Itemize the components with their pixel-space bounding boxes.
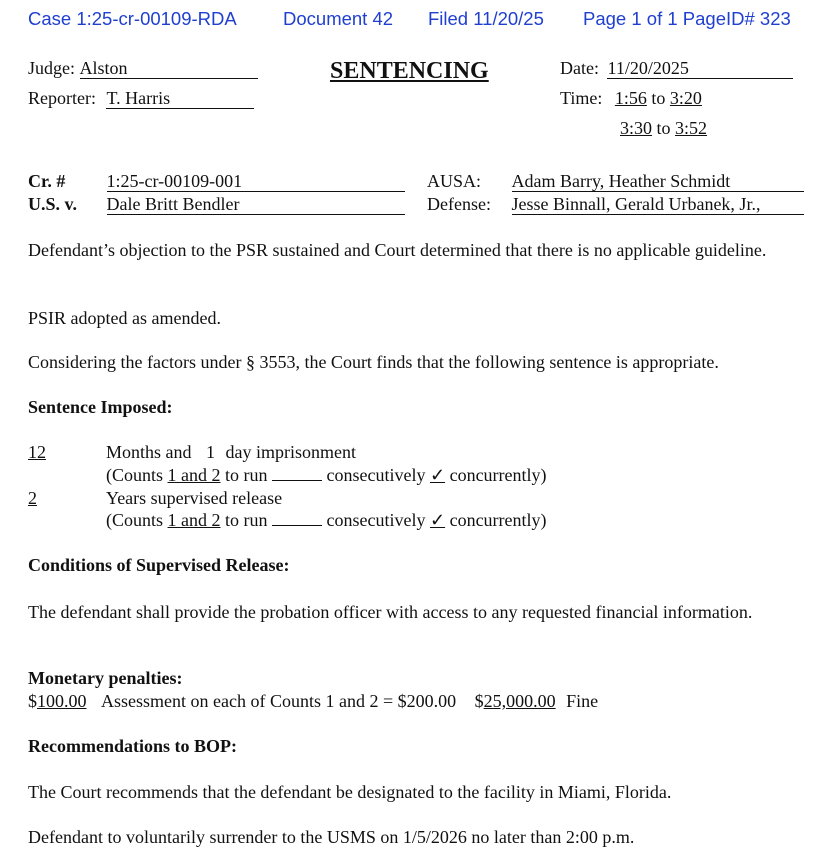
judge-name: Alston: [80, 59, 258, 79]
time2-end: 3:52: [675, 118, 708, 138]
supervised-counts-line: [106, 510, 547, 531]
cr-row: [28, 171, 405, 192]
imprisonment-months: 12: [28, 442, 46, 462]
counts-open: (Counts: [106, 465, 164, 485]
time2-to: to: [656, 118, 671, 138]
imprisonment-line: [106, 442, 356, 463]
consecutively-label: consecutively: [326, 465, 426, 485]
judge-row: [28, 58, 258, 79]
bop-text: The Court recommends that the defendant be designated to the facility in Miami, Florida.: [28, 782, 672, 802]
time1-start: 1:56: [614, 88, 647, 108]
ausa-row: [427, 171, 804, 192]
time1-end: 3:20: [669, 88, 702, 108]
supervised-text: Years supervised release: [106, 488, 283, 508]
defendant-name: Dale Britt Bendler: [107, 195, 405, 215]
assessment-text: Assessment on each of Counts 1 and 2 = $200.00: [101, 691, 457, 711]
judge-label: Judge:: [28, 58, 75, 78]
fine-dollar: $: [474, 691, 484, 711]
date-value: 11/20/2025: [607, 59, 793, 79]
factors-paragraph: Considering the factors under § 3553, the Court finds that the following sentence is appropriate.: [28, 352, 719, 372]
imprisonment-counts-line: [106, 465, 547, 486]
date-label: Date:: [560, 58, 599, 78]
fine-label: Fine: [566, 691, 599, 711]
to-run: to run: [225, 465, 268, 485]
date-row: [560, 58, 793, 79]
objection-paragraph: Defendant’s objection to the PSR sustained and Court determined that there is no applicable guideline.: [28, 240, 767, 260]
imprisonment-text-a: Months and: [106, 442, 192, 462]
defense-names: Jesse Binnall, Gerald Urbanek, Jr.,: [512, 195, 804, 215]
time1-to: to: [651, 88, 666, 108]
counts-open: (Counts: [106, 510, 164, 530]
reporter-name: T. Harris: [106, 89, 254, 109]
cr-label: Cr. #: [28, 171, 66, 191]
consecutively-blank: [272, 466, 322, 481]
usv-label: U.S. v.: [28, 194, 78, 214]
supervised-counts: 1 and 2: [167, 510, 221, 530]
monetary-line: [28, 691, 598, 712]
concurrently-label: concurrently): [449, 510, 547, 530]
imprisonment-days: 1: [206, 442, 215, 462]
case-number-header: Case 1:25-cr-00109-RDA: [28, 8, 237, 29]
imprisonment-counts: 1 and 2: [167, 465, 221, 485]
monetary-heading: Monetary penalties:: [28, 668, 183, 688]
concurrently-check-icon: ✓: [429, 465, 446, 485]
supervised-years: 2: [28, 488, 37, 508]
conditions-heading: Conditions of Supervised Release:: [28, 555, 290, 575]
time-row-1: [560, 88, 702, 109]
time-label: Time:: [560, 88, 603, 108]
reporter-row: [28, 88, 254, 109]
bop-heading: Recommendations to BOP:: [28, 736, 237, 756]
defense-label: Defense:: [427, 194, 491, 214]
page-title: SENTENCING: [330, 58, 489, 84]
ausa-label: AUSA:: [427, 171, 482, 191]
concurrently-label: concurrently): [449, 465, 547, 485]
psir-paragraph: PSIR adopted as amended.: [28, 308, 221, 328]
consecutively-label: consecutively: [326, 510, 426, 530]
usv-row: [28, 194, 405, 215]
assessment-dollar: $: [28, 691, 37, 711]
assessment-amount: 100.00: [37, 691, 87, 711]
cr-number: 1:25-cr-00109-001: [107, 172, 405, 192]
ausa-names: Adam Barry, Heather Schmidt: [512, 172, 804, 192]
time-row-2: [620, 118, 707, 139]
time2-start: 3:30: [620, 118, 653, 138]
to-run: to run: [225, 510, 268, 530]
defense-row: [427, 194, 804, 215]
document-number-header: Document 42: [283, 8, 394, 29]
fine-amount: 25,000.00: [483, 691, 556, 711]
conditions-text: The defendant shall provide the probation officer with access to any requested financial information.: [28, 602, 753, 622]
surrender-text: Defendant to voluntarily surrender to the USMS on 1/5/2026 no later than 2:00 p.m.: [28, 827, 635, 847]
filed-date-header: Filed 11/20/25: [428, 8, 544, 29]
reporter-label: Reporter:: [28, 88, 96, 108]
concurrently-check-icon: ✓: [429, 510, 446, 530]
sentence-heading: Sentence Imposed:: [28, 397, 173, 417]
consecutively-blank: [272, 511, 322, 526]
page-id-header: Page 1 of 1 PageID# 323: [583, 8, 791, 29]
imprisonment-text-b: day imprisonment: [225, 442, 356, 462]
